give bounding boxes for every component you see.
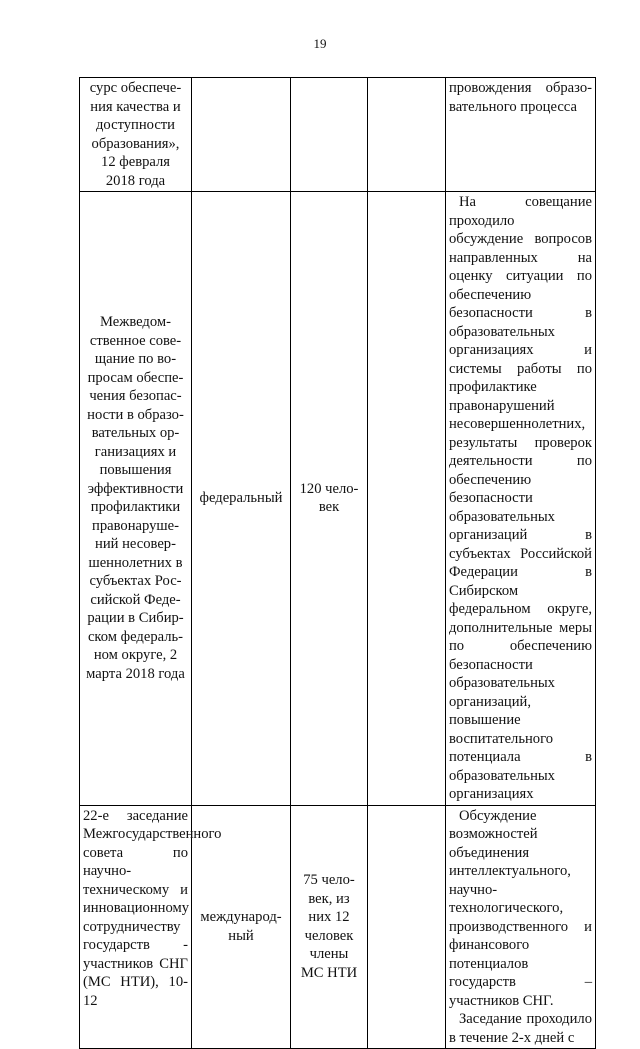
table-row [80,805,596,1049]
result-cell [446,192,596,806]
level-cell: федеральный [192,192,291,806]
result-cell [446,805,596,1049]
result-paragraph: На совещание проходило обсуждение вопросов направленных на оценку ситуации по обеспечению безопасности в образовательных организациях и системы работы по профилактике правонарушений несовершеннолетних, результаты проверок деятельности по обеспечению безопасности образовательных организаций в субъектах Российской Федерации в Сибирском федеральном округе, дополнительные меры по обеспечению безопасности образовательных организаций, повышение воспитательного потенциала в образовательных организациях [449,194,592,802]
table-row [80,78,596,192]
result-paragraph: Обсуждение возможностей объединения интеллектуального, научно-технологического, производственного и финансового потенциалов государств – участников СНГ. [449,807,592,1009]
result-paragraph: провождения образо-вательного процесса [449,80,592,115]
level-cell [192,78,291,192]
participants-cell [291,78,368,192]
extra-cell [368,192,446,806]
participants-cell: 120 чело- век [291,192,368,806]
event-cell: Межведом- ственное сове- щание по во- просам обеспе- чения безопас- ности в образо- вательных ор- ганизациях и повышения эффективности профилактики правонаруше- ний несовер- шеннолетних в субъектах Рос- сийской Феде- рации в Сибир- ском федераль- ном округе, 2 марта 2018 года [80,192,192,806]
participants-cell: 75 чело- век, из них 12 человек члены МС НТИ [291,805,368,1049]
result-paragraph: Заседание проходило в течение 2-х дней с [449,1011,592,1046]
extra-cell [368,78,446,192]
event-cell: 22-е заседание Межгосударственного совета по научно-техническому и инновационному сотрудничеству государств - участников СНГ (МС НТИ), 10-12 [80,805,192,1049]
result-cell [446,78,596,192]
page-number: 19 [313,36,327,51]
table-row [80,192,596,806]
event-cell: сурс обеспече- ния качества и доступности образования», 12 февраля 2018 года [80,78,192,192]
level-cell: международ- ный [192,805,291,1049]
events-table [79,77,596,1049]
extra-cell [368,805,446,1049]
